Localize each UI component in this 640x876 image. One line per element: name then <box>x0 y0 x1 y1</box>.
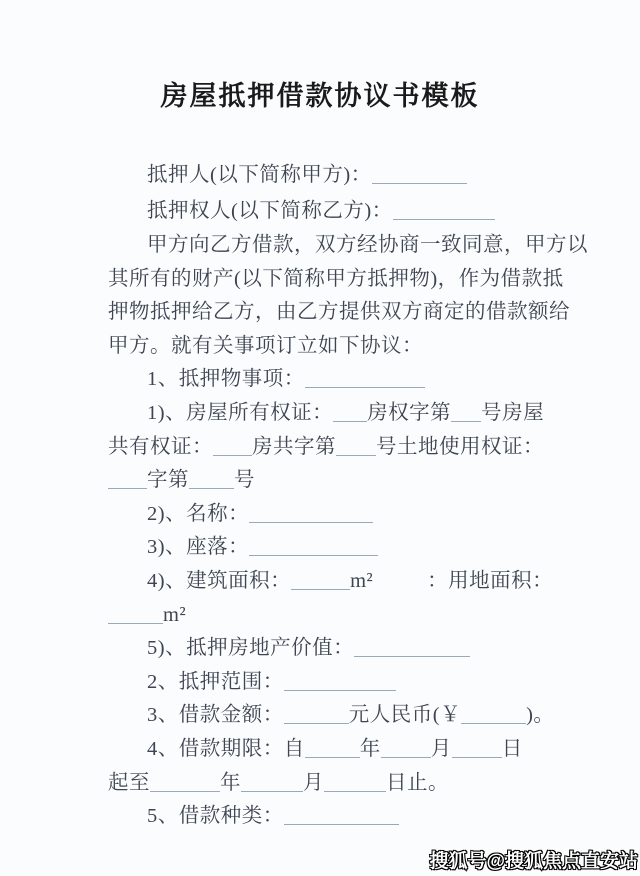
line-text: 抵押权人(以下简称乙方)： <box>147 199 393 222</box>
blank-field <box>249 551 378 556</box>
blank-field <box>284 686 396 691</box>
line-text: m² <box>163 603 187 626</box>
blank-field <box>284 820 399 825</box>
document-line <box>108 800 568 834</box>
line-text: 抵押人(以下简称甲方)： <box>147 164 372 186</box>
document-title: 房屋抵押借款协议书模板 <box>160 81 480 111</box>
blank-field <box>108 619 163 624</box>
line-text: 月 <box>430 737 452 760</box>
line-text: 房权字第 <box>367 401 452 424</box>
blank-field <box>393 215 495 220</box>
document-line <box>108 431 568 465</box>
blank-field <box>381 753 431 758</box>
document-line <box>108 330 568 364</box>
blank-field <box>372 179 467 184</box>
document-line <box>108 565 568 599</box>
document-line <box>108 599 568 633</box>
line-text: 2、抵押范围： <box>147 670 284 693</box>
line-text: 押物抵押给乙方，由乙方提供双方商定的借款额给 <box>108 301 570 324</box>
blank-field <box>333 417 367 422</box>
line-text: ：用地面积： <box>427 569 554 592</box>
line-text: 号 <box>234 469 255 492</box>
line-text: 年 <box>220 771 241 794</box>
document-body <box>108 158 588 834</box>
line-text: m² <box>350 569 374 592</box>
document-line <box>108 229 588 263</box>
document-line <box>108 194 568 230</box>
line-text: 4)、建筑面积： <box>147 569 292 592</box>
line-text: 3、借款金额： <box>147 704 284 727</box>
line-text: )。 <box>526 704 555 727</box>
document-line <box>108 296 568 330</box>
blank-field <box>324 787 386 792</box>
blank-field <box>213 451 252 456</box>
line-text: 元人民币(￥ <box>348 704 462 727</box>
document-line <box>108 699 568 733</box>
document-line <box>108 733 568 767</box>
blank-field <box>150 787 220 792</box>
blank-field <box>452 753 502 758</box>
blank-field <box>451 417 481 422</box>
line-text: 号土地使用权证： <box>376 435 544 458</box>
line-text: 3)、座落： <box>147 536 250 559</box>
document-line <box>108 498 568 532</box>
blank-field <box>241 787 303 792</box>
document-line <box>108 666 568 700</box>
line-text: 5、借款种类： <box>147 805 284 828</box>
document-line <box>108 531 568 565</box>
line-text: 日止。 <box>386 771 449 794</box>
line-text: 字第 <box>147 469 189 492</box>
line-text: 年 <box>359 737 381 760</box>
blank-field <box>305 383 425 388</box>
document-line <box>108 464 568 498</box>
line-text: 甲方。就有关事项订立如下协议： <box>108 334 423 357</box>
line-text: 其所有的财产(以下简称甲方抵押物)，作为借款抵 <box>108 267 564 290</box>
line-text: 5)、抵押房地产价值： <box>147 637 355 660</box>
document-line <box>108 363 568 397</box>
line-text: 号房屋 <box>481 401 545 424</box>
blank-field <box>291 585 350 590</box>
line-text: 4、借款期限：自 <box>147 737 305 760</box>
watermark: 搜狐号@搜狐焦点直安站 <box>429 851 638 872</box>
blank-field <box>249 518 373 523</box>
line-text: 起至 <box>108 771 150 794</box>
blank-field <box>108 484 147 489</box>
line-text: 甲方向乙方借款，双方经协商一致同意，甲方以 <box>147 234 588 256</box>
blank-field <box>305 753 360 758</box>
line-text: 房共字第 <box>252 435 336 458</box>
document-line <box>108 263 568 297</box>
blank-field <box>336 451 376 456</box>
line-text: 1)、房屋所有权证： <box>147 401 334 424</box>
document-line <box>108 397 568 431</box>
line-text: 月 <box>303 771 324 794</box>
blank-field <box>284 719 349 724</box>
document-line <box>108 158 568 194</box>
line-text: 2)、名称： <box>147 502 250 525</box>
blank-field <box>354 652 470 657</box>
blank-field <box>461 719 526 724</box>
line-text: 日 <box>501 737 523 760</box>
document-line <box>108 767 568 801</box>
blank-field <box>189 484 234 489</box>
document-line <box>108 632 568 666</box>
line-text: 1、抵押物事项： <box>147 368 305 391</box>
line-text: 共有权证： <box>108 435 213 458</box>
